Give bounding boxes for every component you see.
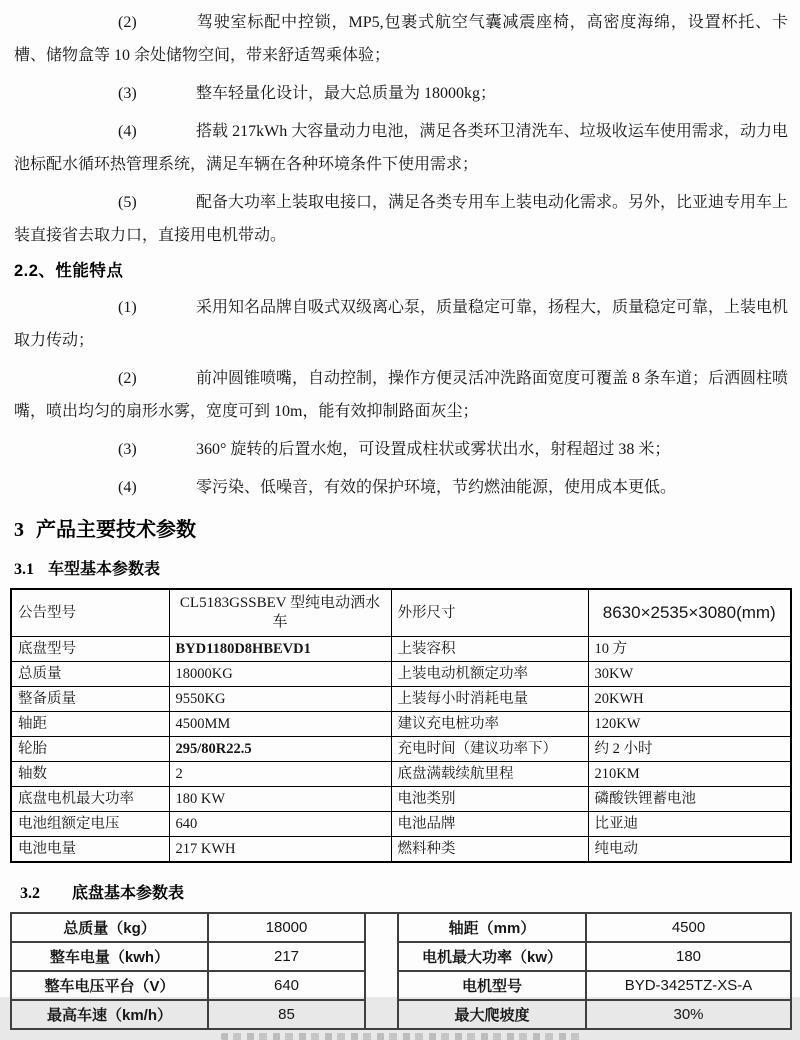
list-number: (2): [118, 14, 137, 31]
param-value: 120KW: [588, 712, 791, 737]
param-label: 底盘满载续航里程: [391, 762, 588, 787]
feature-2: [14, 362, 788, 428]
param-value: CL5183GSSBEV 型纯电动洒水车: [169, 589, 391, 637]
heading-number: 3: [14, 519, 24, 541]
param-value: 295/80R22.5: [169, 737, 391, 762]
param-label: 总质量: [11, 662, 169, 687]
paragraph-text: 驾驶室标配中控锁，MP5,包裹式航空气囊减震座椅，高密度海绵，设置杯托、卡槽、储物盒等 10 余处储物空间，带来舒适驾乘体验；: [14, 14, 788, 64]
feature-1: [14, 291, 788, 357]
table-row: [11, 589, 791, 637]
param-value: 210KM: [588, 762, 791, 787]
table-row: [11, 637, 791, 662]
list-number: (3): [118, 441, 137, 458]
param-value: 30KW: [588, 662, 791, 687]
paragraph-text: 配备大功率上装取电接口，满足各类专用车上装电动化需求。另外，比亚迪专用车上装直接省去取力口，直接用电机带动。: [14, 194, 789, 244]
paragraph-text: 采用知名品牌自吸式双级离心泵，质量稳定可靠，扬程大，质量稳定可靠，上装电机取力传动；: [14, 299, 789, 349]
table-row: [11, 762, 791, 787]
paragraph-3: [14, 77, 788, 110]
paragraph-text: 360° 旋转的后置水炮，可设置成柱状或雾状出水，射程超过 38 米；: [196, 441, 671, 458]
param-value: 180 KW: [169, 787, 391, 812]
param-value: 4500: [586, 913, 791, 942]
table-row: [11, 662, 791, 687]
param-value: 4500MM: [169, 712, 391, 737]
param-label: 整车电量（kwh）: [11, 942, 208, 971]
param-value: 180: [586, 942, 791, 971]
heading-2-2: 2.2、性能特点: [14, 262, 124, 280]
table-row: [11, 712, 791, 737]
param-label: 轴距（mm）: [398, 913, 586, 942]
param-label: 轴数: [11, 762, 169, 787]
param-label: 底盘电机最大功率: [11, 787, 169, 812]
paragraph-text: 整车轻量化设计，最大总质量为 18000kg；: [196, 85, 497, 102]
paragraph-4: [14, 115, 788, 181]
param-label: 电池类别: [391, 787, 588, 812]
param-label: 最大爬坡度: [398, 1000, 586, 1029]
table-row: [11, 1000, 791, 1029]
param-value: 磷酸铁锂蓄电池: [588, 787, 791, 812]
table-row: [11, 787, 791, 812]
list-number: (1): [118, 299, 137, 316]
param-value: BYD-3425TZ-XS-A: [586, 971, 791, 1000]
paragraph-text: 零污染、低噪音，有效的保护环境，节约燃油能源，使用成本更低。: [196, 479, 677, 496]
param-value: 640: [169, 812, 391, 837]
list-number: (4): [118, 123, 137, 140]
heading-title: 产品主要技术参数: [36, 519, 196, 541]
param-value: 比亚迪: [588, 812, 791, 837]
param-value: 85: [208, 1000, 365, 1029]
param-label: 上装电动机额定功率: [391, 662, 588, 687]
heading-3-2: [20, 880, 788, 903]
param-label: 整备质量: [11, 687, 169, 712]
param-value: 30%: [586, 1000, 791, 1029]
heading-number: 3.1: [14, 561, 34, 578]
param-label: 上装每小时消耗电量: [391, 687, 588, 712]
param-value: 217: [208, 942, 365, 971]
param-value: 18000: [208, 913, 365, 942]
list-number: (4): [118, 479, 137, 496]
clipped-caption-text: [221, 1033, 581, 1040]
paragraph-text: 搭载 217kWh 大容量动力电池，满足各类环卫清洗车、垃圾收运车使用需求，动力电池标配水循环热管理系统，满足车辆在各种环境条件下使用需求；: [14, 123, 788, 173]
heading-number: 3.2: [20, 885, 40, 902]
param-value: 20KWH: [588, 687, 791, 712]
param-label: 电池品牌: [391, 812, 588, 837]
heading-section-3: [14, 513, 788, 542]
param-value: 8630×2535×3080(mm): [588, 589, 791, 637]
param-value: 9550KG: [169, 687, 391, 712]
param-value: 纯电动: [588, 837, 791, 863]
table-row: [11, 942, 791, 971]
param-label: 总质量（kg）: [11, 913, 208, 942]
feature-3: [14, 433, 788, 466]
param-value: 640: [208, 971, 365, 1000]
table-row: [11, 837, 791, 863]
table-row: [11, 971, 791, 1000]
feature-4: [14, 471, 788, 504]
param-label: 公告型号: [11, 589, 169, 637]
paragraph-5: [14, 186, 788, 252]
param-label: 底盘型号: [11, 637, 169, 662]
chassis-parameters-table: [10, 912, 792, 1030]
table-row: [11, 812, 791, 837]
list-number: (2): [118, 370, 137, 387]
param-label: 电机最大功率（kw）: [398, 942, 586, 971]
param-label: 建议充电桩功率: [391, 712, 588, 737]
list-number: (5): [118, 194, 137, 211]
param-value: 18000KG: [169, 662, 391, 687]
param-label: 整车电压平台（V）: [11, 971, 208, 1000]
table-row: [11, 687, 791, 712]
param-value: 2: [169, 762, 391, 787]
param-label: 最高车速（km/h）: [11, 1000, 208, 1029]
heading-title: 车型基本参数表: [48, 561, 161, 578]
paragraph-text: 前冲圆锥喷嘴，自动控制，操作方便灵活冲洗路面宽度可覆盖 8 条车道；后洒圆柱喷嘴，喷出均匀的扇形水雾，宽度可到 10m，能有效抑制路面灰尘；: [14, 370, 789, 420]
param-value: 217 KWH: [169, 837, 391, 863]
param-value: 10 方: [588, 637, 791, 662]
list-number: (3): [118, 85, 137, 102]
vehicle-parameters-table: [10, 588, 792, 863]
table-spacer-cell: [365, 913, 398, 1029]
param-label: 电池电量: [11, 837, 169, 863]
paragraph-2: [14, 6, 788, 72]
table-row: [11, 737, 791, 762]
param-label: 轮胎: [11, 737, 169, 762]
heading-title: 底盘基本参数表: [72, 885, 185, 902]
param-value: 约 2 小时: [588, 737, 791, 762]
param-label: 上装容积: [391, 637, 588, 662]
table-row: [11, 913, 791, 942]
param-label: 外形尺寸: [391, 589, 588, 637]
param-label: 电池组额定电压: [11, 812, 169, 837]
param-label: 轴距: [11, 712, 169, 737]
param-label: 燃料种类: [391, 837, 588, 863]
param-label: 充电时间（建议功率下）: [391, 737, 588, 762]
param-value: BYD1180D8HBEVD1: [169, 637, 391, 662]
heading-3-1: [14, 556, 788, 579]
param-label: 电机型号: [398, 971, 586, 1000]
